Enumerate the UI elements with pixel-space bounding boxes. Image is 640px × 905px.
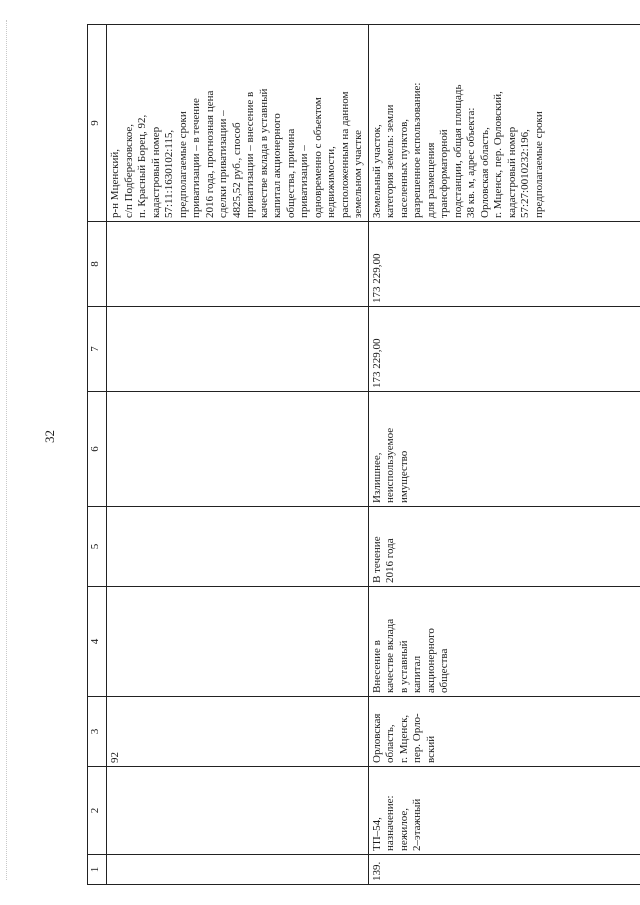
cell-price-2: 173 229,00 — [368, 222, 640, 307]
cell-price — [107, 307, 369, 392]
cell-method — [107, 587, 369, 697]
cell-reason — [107, 392, 369, 507]
page-number: 32 — [42, 430, 57, 443]
cell-number: 139. — [368, 855, 640, 885]
table-header-row — [88, 25, 107, 885]
header-cell-9: 9 — [88, 25, 107, 222]
cell-name — [107, 767, 369, 855]
cell-land-plot: р-н Мценский, с/п Подберезовское, п. Красный Борец, 92, кадастровый номер 57:11:1630102:115, предполагаемые сроки приватизации – в течение 2016 года, прогнозная цена сделки приватизации – 4825,52 руб., способ приватизации – внесение в качестве вклада в уставный капитал акционерного общества, причина приватизации – одновременно с объектом недвижимости, расположенным на данном земельном участке — [107, 25, 369, 222]
header-cell-3: 3 — [88, 697, 107, 767]
header-cell-7: 7 — [88, 307, 107, 392]
privatization-table — [87, 24, 640, 885]
cell-term: В течение 2016 года — [368, 507, 640, 587]
cell-number — [107, 855, 369, 885]
cell-reason: Излишнее, неиспользуемое имущество — [368, 392, 640, 507]
privatization-table-rotated — [87, 25, 613, 885]
table-row-continuation — [107, 25, 369, 885]
cell-name: ТП–54, назначение: нежилое, 2–этажный — [368, 767, 640, 855]
header-cell-6: 6 — [88, 392, 107, 507]
cell-price-2 — [107, 222, 369, 307]
table-row-139 — [368, 25, 640, 885]
cell-address: 92 — [107, 697, 369, 767]
header-cell-5: 5 — [88, 507, 107, 587]
cell-land-plot: Земельный участок, категория земель: земли населенных пунктов, разрешенное использование: для размещения трансформаторной подстанции, общая площадь 38 кв. м, адрес объекта: Орловская область, г. Мценск, пер. Орловский, кадастровый номер 57:27:0010232:196, предполагаемые сроки — [368, 25, 640, 222]
cell-address: Орловская область, г. Мценск, пер. Орло- вский — [368, 697, 640, 767]
header-cell-2: 2 — [88, 767, 107, 855]
cell-method: Внесение в качестве вклада в уставный капитал акционерного общества — [368, 587, 640, 697]
cell-price: 173 229,00 — [368, 307, 640, 392]
scan-edge-marks — [6, 20, 8, 880]
header-cell-4: 4 — [88, 587, 107, 697]
header-cell-1: 1 — [88, 855, 107, 885]
cell-term — [107, 507, 369, 587]
header-cell-8: 8 — [88, 222, 107, 307]
